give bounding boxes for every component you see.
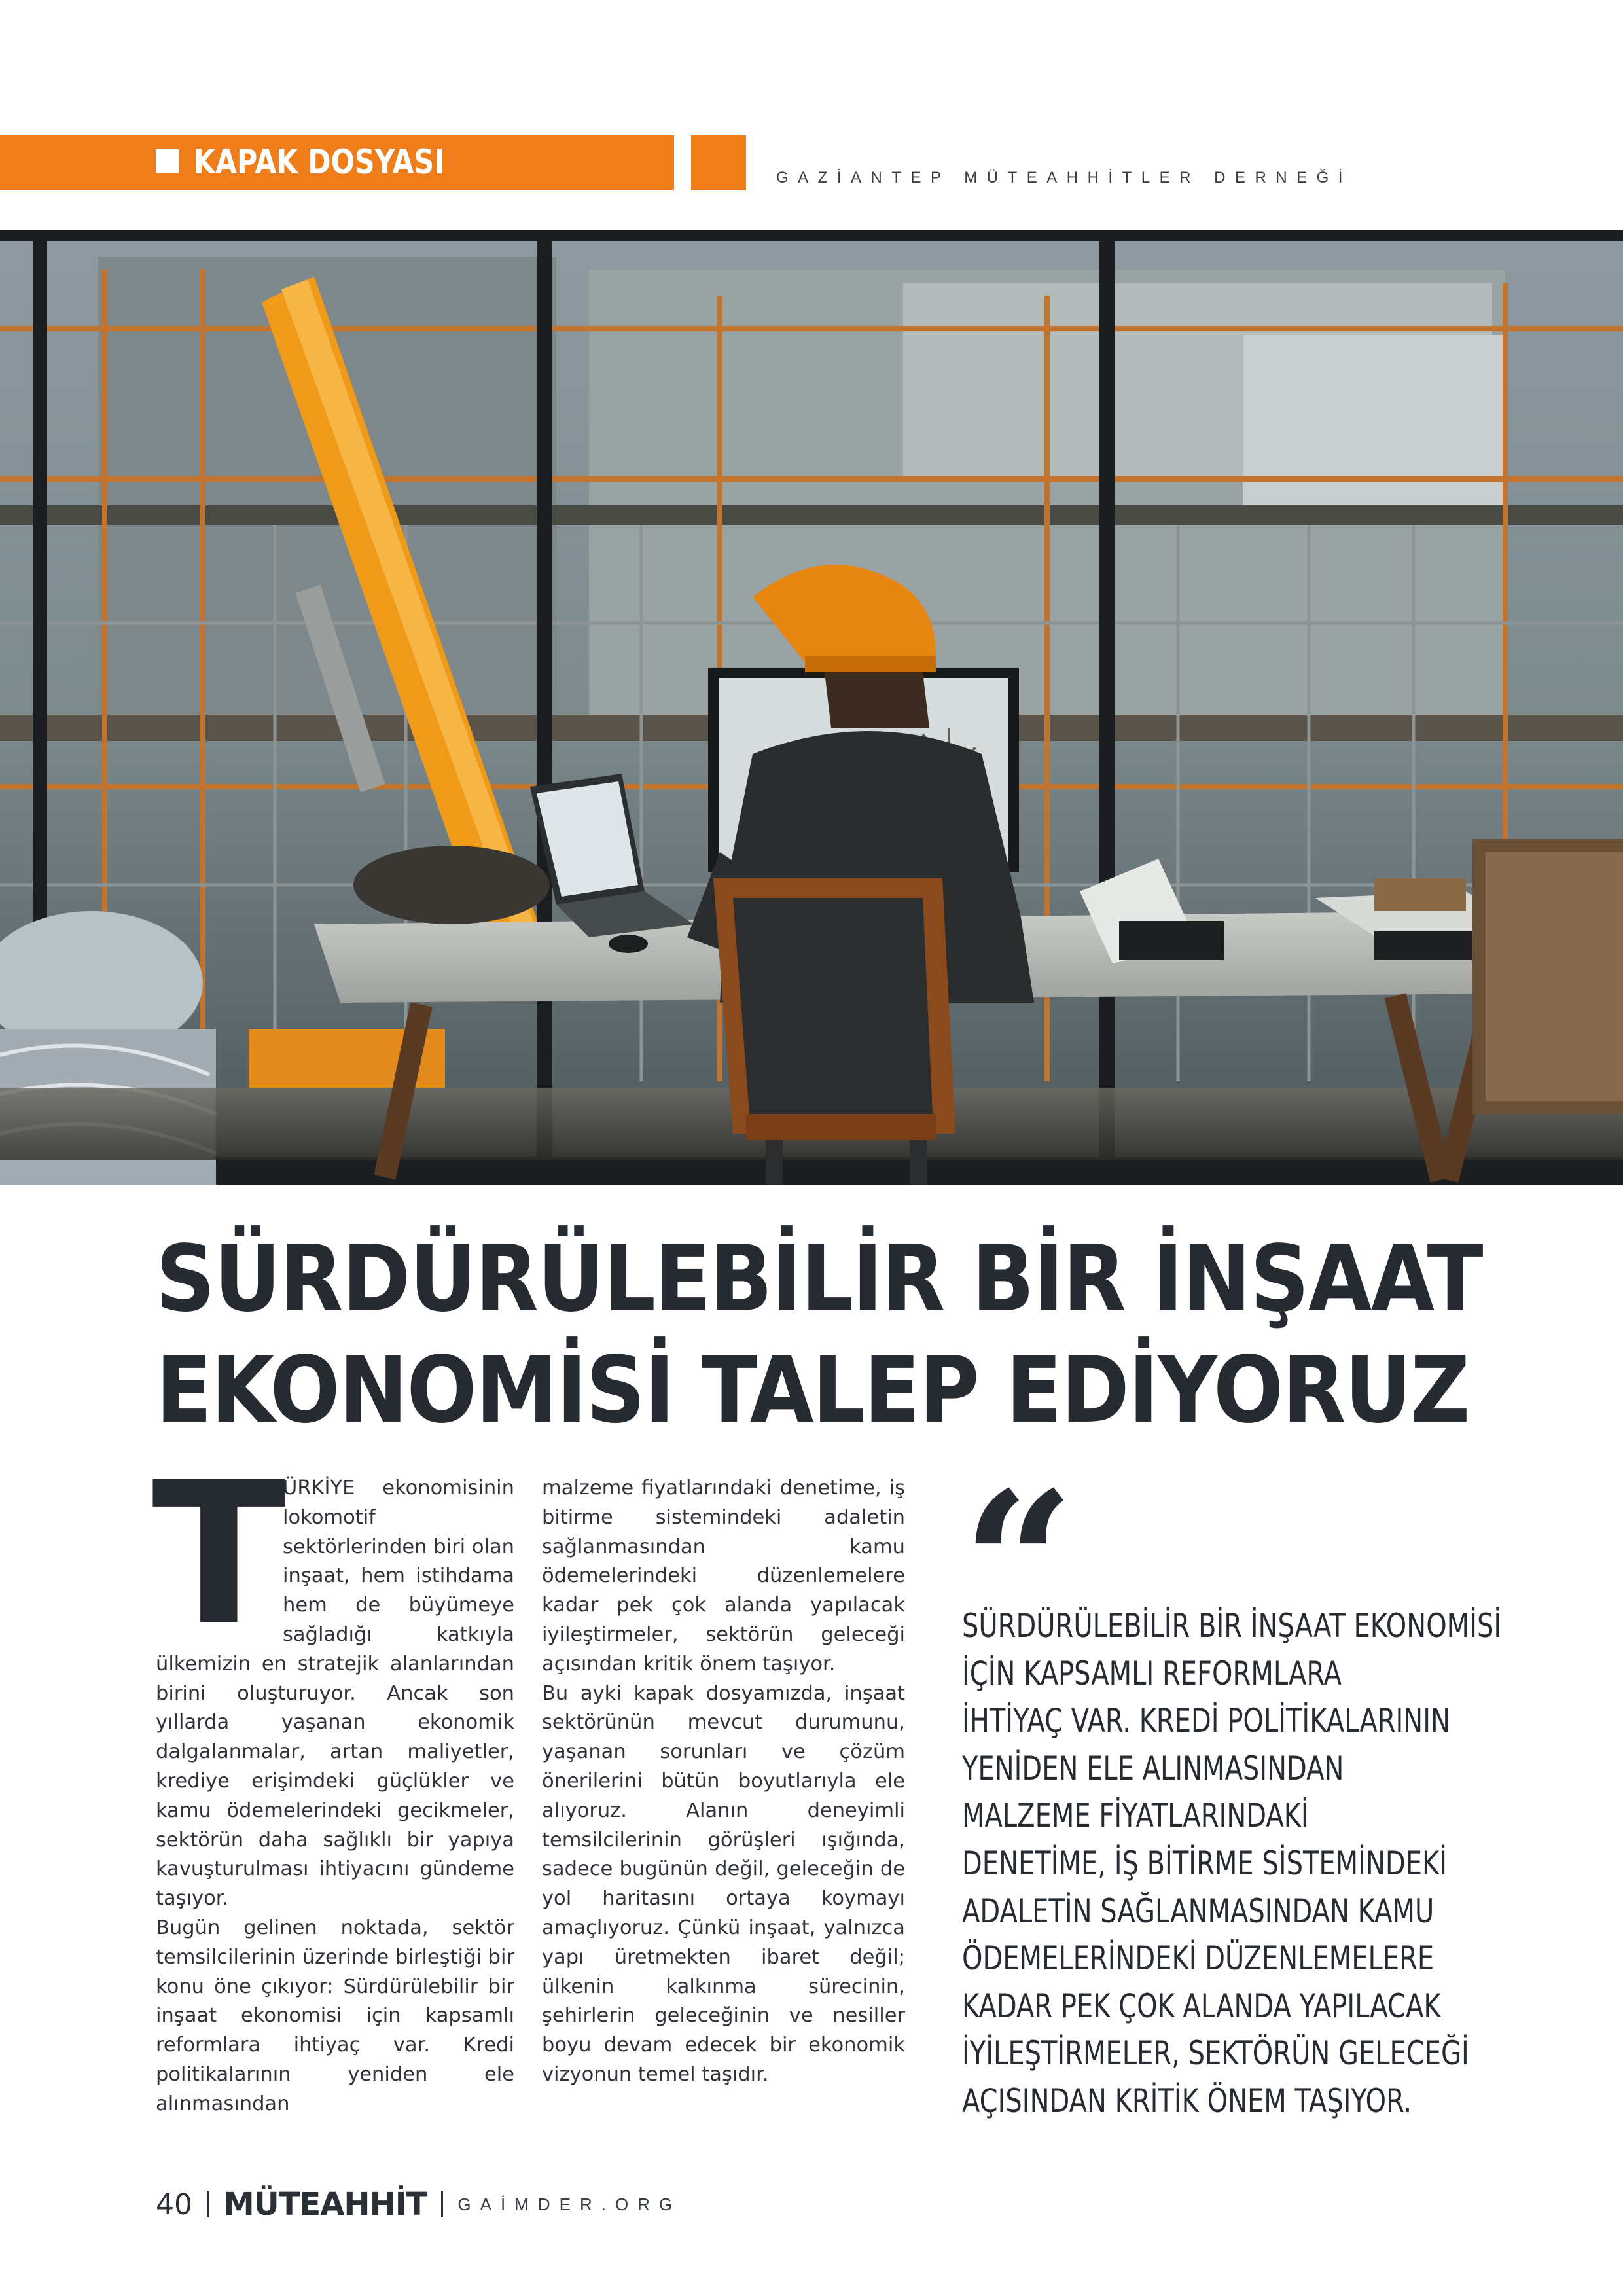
pull-quote-line: KADAR PEK ÇOK ALANDA YAPILACAK	[962, 1986, 1441, 2025]
pull-quote-line: ÖDEMELERİNDEKİ DÜZENLEMELERE	[962, 1939, 1435, 1978]
footer-divider	[441, 2191, 443, 2217]
section-label: KAPAK DOSYASI	[194, 143, 444, 182]
pull-quote-line: İÇİN KAPSAMLI REFORMLARA	[962, 1654, 1342, 1693]
pull-quote-line: SÜRDÜRÜLEBİLİR BİR İNŞAAT EKONOMİSİ	[962, 1607, 1502, 1645]
pull-quote-line: İYİLEŞTİRMELER, SEKTÖRÜN GELECEĞİ	[962, 2034, 1469, 2073]
quote-mark-icon: “	[962, 1448, 1075, 1679]
footer-divider	[207, 2191, 209, 2217]
cover-photo	[0, 230, 1623, 1185]
title-line-1: SÜRDÜRÜLEBİLİR BİR İNŞAAT	[156, 1226, 1482, 1333]
pull-quote-line: AÇISINDAN KRİTİK ÖNEM TAŞIYOR.	[962, 2081, 1412, 2120]
paragraph-1	[152, 1440, 514, 1914]
pull-quote-line: MALZEME FİYATLARINDAKİ	[962, 1797, 1309, 1835]
page-footer	[156, 2185, 681, 2224]
paragraph-2: Bugün gelinen noktada, sektör temsilcilerinin üzerinde birleştiği bir konu öne çıkıyor: Sürdürülebilir bir inşaat ekonomisi için kapsamlı reformlara ihtiyaç var. Kredi politikalarının yeniden ele alınmasından	[156, 1916, 514, 2115]
header-gap	[674, 135, 691, 190]
paragraph-4: Bu ayki kapak dosyamızda, inşaat sektörünün mevcut durumunu, yaşanan sorunları ve çözüm önerilerini bütün boyutlarıyla ele alıyoruz. Alanın deneyimli temsilcilerinin görüşleri ışığında, sadece bugünün değil, geleceğin de yol haritasını ortaya koymayı amaçlıyoruz. Çünkü inşaat, yalnızca yapı üretmekten ibaret değil; ülkenin kalkınma sürecinin, şehirlerin geleceğinin ve nesiller boyu devam edecek bir ekonomik vizyonun temel taşıdır.	[542, 1681, 905, 2086]
page-number: 40	[156, 2187, 192, 2221]
website-link[interactable]: GAİMDER.ORG	[457, 2194, 682, 2214]
organization-name: GAZİANTEP MÜTEAHHİTLER DERNEĞİ	[776, 169, 1352, 187]
header-accent-square	[691, 135, 746, 190]
pull-quote-line: İHTİYAÇ VAR. KREDİ POLİTİKALARININ	[962, 1702, 1450, 1740]
pull-quote-line: DENETİME, İŞ BİTİRME SİSTEMİNDEKİ	[962, 1844, 1447, 1882]
paragraph-3: malzeme fiyatlarındaki denetime, iş bitirme sistemindeki adaletin sağlanmasından kamu ödemelerindeki düzenlemelere kadar pek çok alanda yapılacak iyileştirmeler, sektörün geleceği açısından kritik önem taşıyor.	[542, 1477, 905, 1676]
article-title	[156, 1224, 1530, 1446]
magazine-logo: MÜTEAHHİT	[223, 2186, 427, 2223]
body-column-1	[152, 1440, 514, 2119]
paragraph-1-text: ÜRKİYE ekonomisinin lokomotif sektörlerinden biri olan inşaat, hem istihdama hem de büyümeye sağladığı katkıyla ülkemizin en stratejik alanlarından birini oluşturuyor. Ancak son yıllarda yaşanan ekonomik dalgalanmalar, artan maliyetler, krediye erişimdeki güçlükler ve kamu ödemelerindeki gecikmeler, sektörün daha sağlıklı bir yapıya kavuşturulması ihtiyacını gündeme taşıyor.	[156, 1477, 514, 1910]
pull-quote-line: YENİDEN ELE ALINMASINDAN	[962, 1749, 1344, 1787]
pull-quote	[962, 1602, 1502, 2125]
title-line-2: EKONOMİSİ TALEP EDİYORUZ	[156, 1337, 1469, 1444]
dropcap-letter: T	[152, 1440, 286, 1668]
section-square-icon	[156, 149, 179, 173]
body-column-2	[542, 1474, 905, 2090]
pull-quote-line: ADALETİN SAĞLANMASINDAN KAMU	[962, 1892, 1435, 1930]
